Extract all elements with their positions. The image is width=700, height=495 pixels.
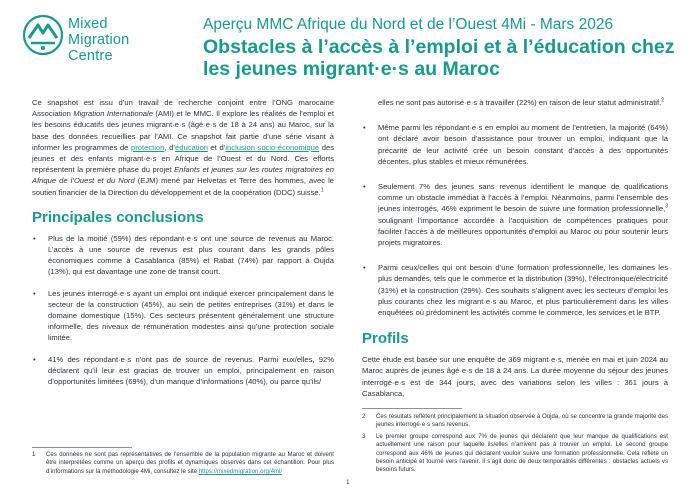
logo-line-1: Mixed [68, 16, 108, 32]
footnote-text: Le premier groupe correspond aux 7% de jeunes qui déclarent que leur manque de qualifications est actuellement une raison pour laquelle ils/elles n’arrivent pas à trouver un emploi. Le second groupe correspond aux 46% de jeunes qui déclarent vouloir suivre une formation professionnelle. Cela reflète un besoin anticipé et tourné vers l’avenir. Il s’agit donc de deux temporalités différentes : obstacles actuels vs besoins futurs. [376, 432, 668, 474]
footnote-number: 2 [362, 413, 366, 420]
left-column [32, 97, 334, 387]
intro-project-name: Enfants et jeunes sur les routes migratoires en Afrique de l’Ouest et du Nord [32, 165, 334, 186]
finding-5-text-a: Seulement 7% des jeunes sans revenus identifient le manque de qualifications comme un obstacle immédiat à l’accès à l’emploi. Néanmoins, parmi l’ensemble des jeunes interrogés, 46% expriment le besoin de suivre une formation professionnelle, [378, 182, 668, 214]
report-subtitle: Aperçu MMC Afrique du Nord et de l’Ouest 4Mi - Mars 2026 [203, 16, 614, 33]
finding-item-2: • Les jeunes interrogé·e·s ayant un emploi ont indiqué exercer principalement dans le secteur de la construction (45%), au sein de petites entreprises (31%) et dans le domaine domestique (15%). Ces secteurs présentent généralement une structure informelle, des niveaux de rémunération modestes ainsi qu’une protection sociale limitée. [32, 288, 334, 344]
intro-text-6: (EJM) mené par Helvetas et Terre des hommes, avec le soutien financier de la Direction du développement et de la coopération (DDC) suisse. [32, 176, 335, 197]
finding-item-1: • Plus de la moitié (59%) des répondant·e·s ont une source de revenus au Maroc. L’accès à une source de revenus est plus courant dans les grands pôles économiques comme à Casablanca (85%) et Rabat (74%) par rapport à Oujda (13%), qui est davantage une zone de transit court. [32, 233, 334, 278]
footnote-1 [32, 451, 334, 476]
footnote-divider-left [32, 447, 132, 448]
mmc-logo-icon [22, 14, 64, 56]
footnote-2 [362, 413, 668, 430]
finding-item-4: • Même parmi les répondant·e·s en emploi au moment de l’entretien, la majorité (64%) ont déclaré avoir besoin d’assistance pour trouver un emploi, indiquant que la précarité de leur activité crée un besoin constant d’accès à des opportunités décentes, plus stables et mieux rémunérées. [362, 122, 668, 167]
key-findings-heading: Principales conclusions [32, 208, 204, 226]
footnote-ref-2: 2 [661, 97, 664, 104]
footnote-3 [362, 433, 668, 475]
education-link[interactable]: éducation [175, 142, 208, 152]
continuation-text: elles ne sont pas autorisé·e·s à travailler (22%) en raison de leur statut administratif. [378, 98, 662, 107]
logo-wordmark [68, 16, 129, 64]
right-column [362, 97, 668, 399]
mmc-logo [22, 14, 192, 70]
intro-paragraph [32, 97, 334, 198]
page-number: 1 [346, 479, 350, 486]
footnote-divider-right [362, 408, 462, 409]
intro-text-5: des jeunes et des enfants migrant·e·s en Afrique de l’Ouest et du Nord. Ces efforts représentent la première phase du projet [32, 142, 334, 175]
report-title: Obstacles à l’accès à l’emploi et à l’éducation chez les jeunes migrant·e·s au Maroc [203, 36, 675, 80]
footnote-text: Ces résultats reflètent principalement la situation observée à Oujda, où se concentre la grande majorité des jeunes interrogé·e·s sans revenus. [376, 413, 668, 429]
intro-text-2: (AMI) et le MMC. Il explore les réalités de l’emploi et les besoins éducatifs des jeunes migrant·e·s (âgé·e·s de 18 à 24 ans) au Maroc, sur la base des données recueillies par l’AMI. Ce snapshot fait partie d’une série visant à informer les programmes de [32, 109, 334, 152]
intro-text-1: Ce snapshot est issu d’un travail de recherche conjoint entre l’ONG marocaine Association [32, 98, 334, 119]
finding-5-text-b: soulignant l’importance accordée à l’acquisition de compétences pratiques pour faciliter l’accès à de meilleures opportunités d’emploi au Maroc ou pour soutenir leurs projets migratoires. [378, 215, 668, 248]
profiles-heading: Profils [362, 330, 409, 348]
footnote-ref-1: 1 [320, 187, 324, 194]
finding-item-6: • Parmi ceux/celles qui ont besoin d’une formation professionnelle, les domaines les plus demandés, tels que le commerce et la distribution (39%), l’électronique/électricité (31%) et la construction (29%). Ces souhaits s’alignent avec les secteurs d’emploi les plus courants chez les migrant·e·s au Maroc, et plus particulièrement dans les villes enquêtées où prédominent les activités comme le commerce, les services et le BTP. [362, 262, 668, 318]
finding-continuation [362, 97, 668, 108]
intro-text-4: et d’ [207, 142, 226, 152]
key-findings-list-continued [362, 122, 668, 318]
finding-item-5 [362, 181, 668, 248]
profiles-paragraph: Cette étude est basée sur une enquête de 369 migrant·e·s, menée en mai et juin 2024 au Maroc auprès de jeunes âgé·e·s de 18 à 24 ans. La durée moyenne du séjour des jeunes interrogé·e·s est de 344 jours, avec des variations selon les villes : 361 jours à Casablanca, [362, 355, 668, 398]
footnote-number: 3 [362, 432, 366, 440]
footnote-text: Ces données ne sont pas représentatives de l’ensemble de la population migrante au Maroc et doivent être interprétées comme un aperçu des profils et dynamiques observés dans cet échantillon. Pour plus d’informations sur la méthodologie 4Mi, consultez le site [46, 451, 334, 475]
footnotes-right [362, 413, 668, 478]
intro-text-3: , d’ [164, 142, 175, 152]
logo-line-2: Migration [68, 32, 130, 48]
footnote-number: 1 [32, 451, 36, 458]
footnote-ref-3: 3 [665, 203, 668, 210]
methodology-link[interactable]: https://mixedmigration.org/4mi/ [198, 467, 283, 475]
finding-item-3: • 41% des répondant·e·s n’ont pas de source de revenus. Parmi eux/elles, 92% déclarent qu’il leur est gracias de trouver un emploi, principalement en raison d’opportunités limitées (69%), d’un manque d’informations (40%), ou parce qu’ils/ [32, 354, 334, 388]
logo-line-3: Centre [68, 48, 113, 64]
intro-org-name: Migration Internationale [73, 109, 153, 119]
protection-link[interactable]: protection [131, 142, 165, 152]
key-findings-list [32, 233, 334, 387]
socio-economic-inclusion-link[interactable]: inclusion socio-économique [225, 142, 320, 152]
footnotes-left [32, 451, 334, 479]
